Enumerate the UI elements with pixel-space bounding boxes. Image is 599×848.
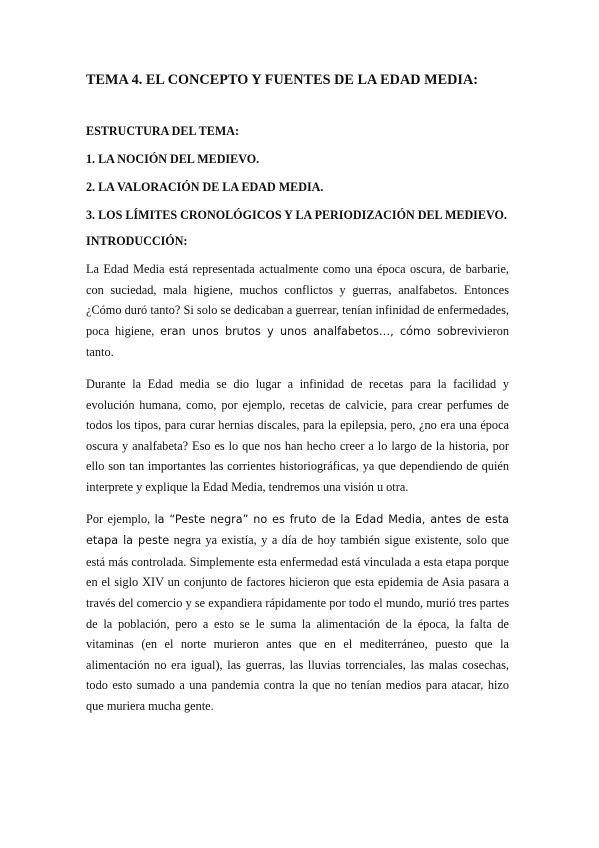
heading-nocion: 1. LA NOCIÓN DEL MEDIEVO.	[86, 152, 260, 166]
paragraph-2: Durante la Edad media se dio lugar a infinidad de recetas para la facilidad y evolución humana, como, por ejemplo, recetas de calvicie, para crear perfumes de todos los tipos, para curar hernias discales, para la epilepsia, pero, ¿no era una época oscura y analfabeta? Eso es lo que nos han hecho creer a lo largo de la historia, por ello son tan importantes las corrientes historiográficas, ya que dependiendo de quién interprete y explique la Edad Media, tendremos una visión u otra.	[86, 376, 509, 494]
heading-introduccion: INTRODUCCIÓN:	[86, 234, 188, 248]
paragraph-1-text-b: eran unos brutos y unos analfabetos…, cómo sobre	[160, 324, 469, 338]
paragraph-1	[86, 259, 509, 363]
paragraph-1-text-c: vivieron tanto.	[86, 323, 509, 360]
paragraph-3-text-a: Por ejemplo,	[86, 511, 155, 526]
paragraph-3	[86, 509, 509, 717]
document-title: TEMA 4. EL CONCEPTO Y FUENTES DE LA EDAD MEDIA:	[86, 72, 479, 88]
heading-limites: 3. LOS LÍMITES CRONOLÓGICOS Y LA PERIODIZACIÓN DEL MEDIEVO.	[86, 208, 507, 222]
paragraph-1-text-a: La Edad Media está representada actualmente como una época oscura, de barbarie, con suciedad, mala higiene, muchos conflictos y guerras, analfabetos. Entonces ¿Cómo duró tanto? Si solo se dedicaban a guerrear, tenían infinidad de enfermedades, poca higiene,	[86, 262, 509, 338]
heading-valoracion: 2. LA VALORACIÓN DE LA EDAD MEDIA.	[86, 180, 324, 194]
paragraph-3-text-b: la “Peste negra” no es fruto de la Edad Media, antes de esta etapa la peste	[86, 512, 509, 548]
paragraph-3-text-c: negra ya existía, y a día de hoy también sigue existente, solo que está más controlada. Simplemente esta enfermedad está vinculada a esta etapa porque en el siglo XIV un conjunto de factores hicieron que esta epidemia de Asia pasara a través del comercio y se expandiera rápidamente por todo el mundo, murió tres partes de la población, pero a esto se le suma la alimentación de la época, la falta de vitaminas (en el norte murieron antes que en el mediterráneo, puesto que la alimentación no era igual), las guerras, las lluvias torrenciales, las malas cosechas, todo esto sumado a una pandemia contra la que no tenían medios para atacar, hizo que muriera mucha gente.	[86, 533, 509, 713]
heading-estructura: ESTRUCTURA DEL TEMA:	[86, 124, 239, 138]
